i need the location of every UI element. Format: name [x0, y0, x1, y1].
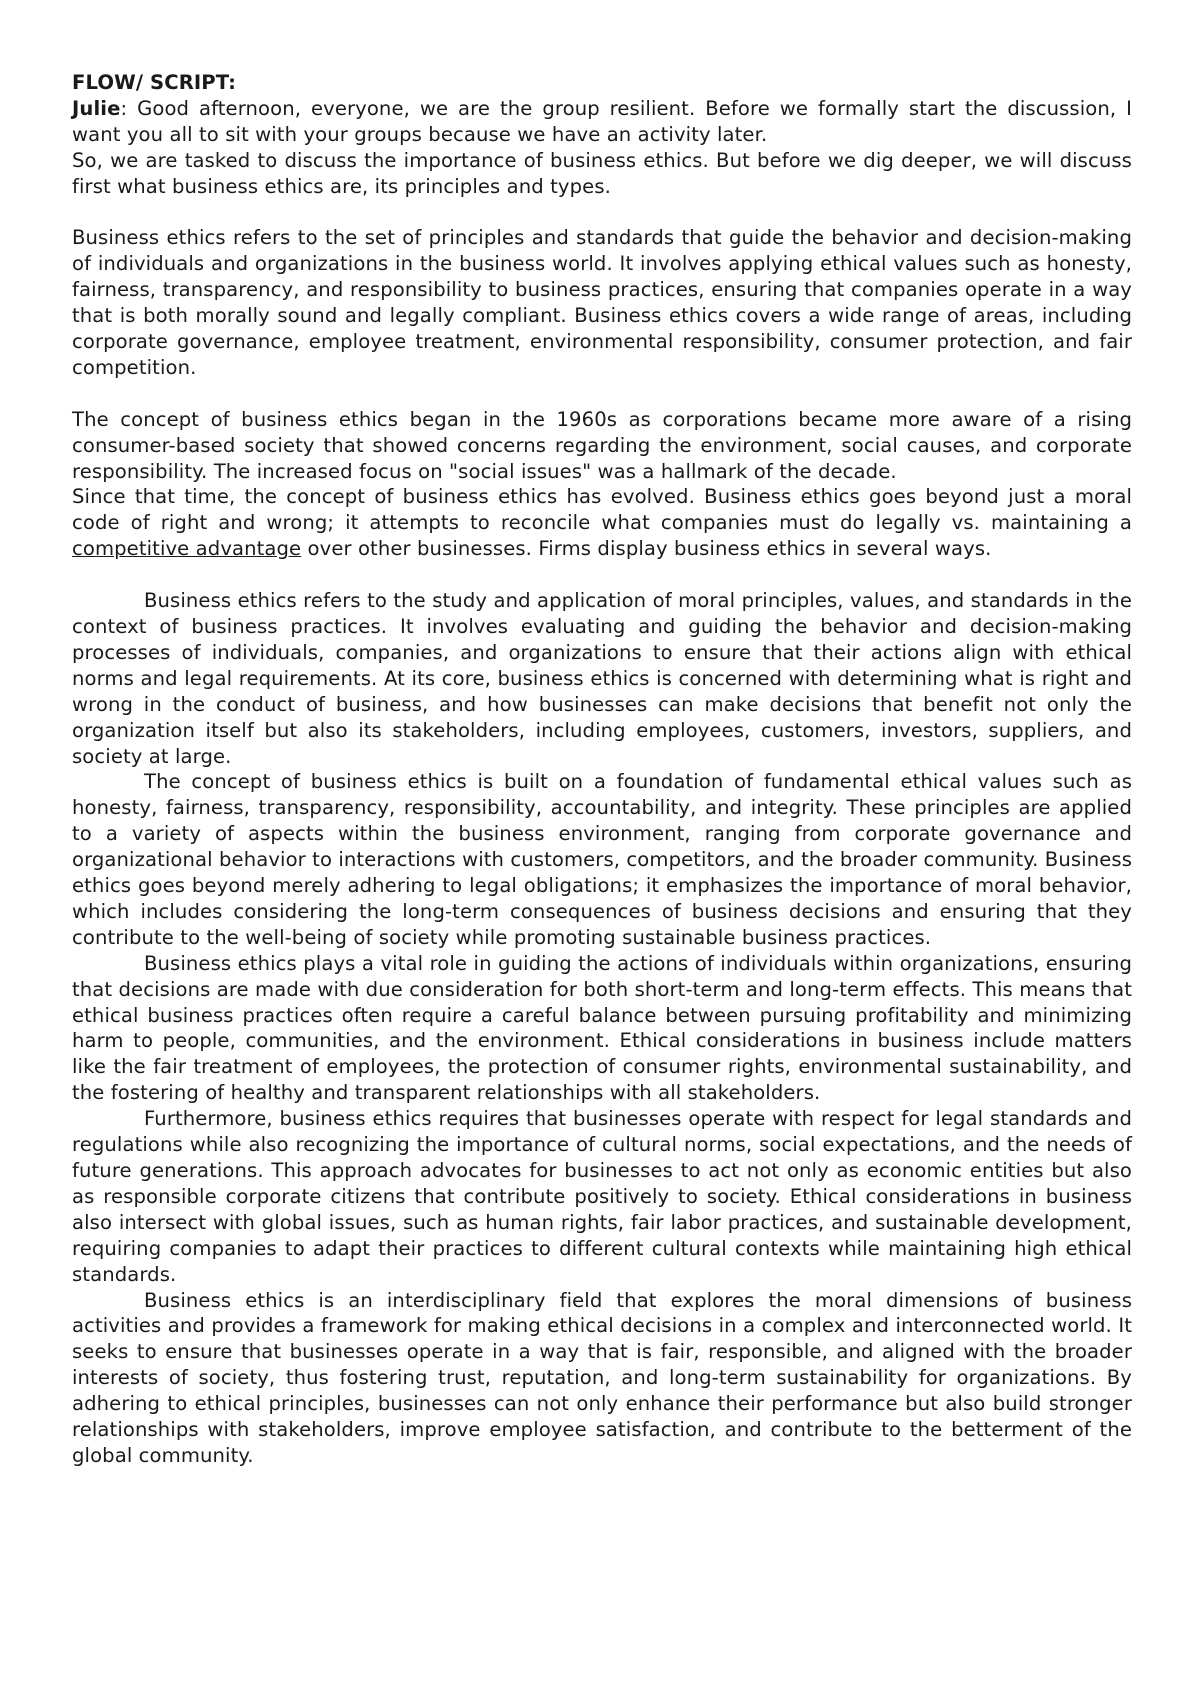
history-text-before: Since that time, the concept of business ethics has evolved. Business ethics goes beyond just a moral code of right and wrong; it attempts to reconcile what companies must do legally vs. maintaining a: [72, 485, 1132, 535]
intro-line-2: So, we are tasked to discuss the importance of business ethics. But before we dig deeper, we will discuss first what business ethics are, its principles and types.: [72, 148, 1132, 198]
document-page: [72, 70, 1132, 1469]
history-text-after: over other businesses. Firms display business ethics in several ways.: [301, 537, 992, 561]
essay-paragraph-3: Business ethics plays a vital role in guiding the actions of individuals within organizations, ensuring that decisions are made with due consideration for both short-term and long-term effects. This means that ethical business practices often require a careful balance between pursuing profitability and minimizing harm to people, communities, and the environment. Ethical considerations in business include matters like the fair treatment of employees, the protection of consumer rights, environmental sustainability, and the fostering of healthy and transparent relationships with all stakeholders.: [72, 951, 1132, 1105]
essay-paragraph-2: The concept of business ethics is built on a foundation of fundamental ethical values such as honesty, fairness, transparency, responsibility, accountability, and integrity. These principles are applied to a variety of aspects within the business environment, ranging from corporate governance and organizational behavior to interactions with customers, competitors, and the broader community. Business ethics goes beyond merely adhering to legal obligations; it emphasizes the importance of moral behavior, which includes considering the long-term consequences of business decisions and ensuring that they contribute to the well-being of society while promoting sustainable business practices.: [72, 770, 1132, 949]
spacer: [72, 200, 1132, 226]
intro-text-1: : Good afternoon, everyone, we are the group resilient. Before we formally start the discussion, I want you all to sit with your groups because we have an activity later.: [72, 96, 1132, 146]
definition-paragraph: Business ethics refers to the set of principles and standards that guide the behavior and decision-making of individuals and organizations in the business world. It involves applying ethical values such as honesty, fairness, transparency, and responsibility to business practices, ensuring that companies operate in a way that is both morally sound and legally compliant. Business ethics covers a wide range of areas, including corporate governance, employee treatment, environmental responsibility, consumer protection, and fair competition.: [72, 226, 1132, 379]
doc-title: FLOW/ SCRIPT:: [72, 71, 237, 94]
essay-paragraph-5: Business ethics is an interdisciplinary field that explores the moral dimensions of business activities and provides a framework for making ethical decisions in a complex and interconnected world. It seeks to ensure that businesses operate in a way that is fair, responsible, and aligned with the broader interests of society, thus fostering trust, reputation, and long-term sustainability for organizations. By adhering to ethical principles, businesses can not only enhance their performance but also build stronger relationships with stakeholders, improve employee satisfaction, and contribute to the betterment of the global community.: [72, 1288, 1132, 1467]
competitive-advantage-link[interactable]: competitive advantage: [72, 537, 302, 561]
history-paragraph-2: [72, 484, 1132, 562]
intro-line-1: [72, 96, 1132, 148]
speaker-name: Julie: [72, 96, 121, 120]
spacer: [72, 562, 1132, 588]
spacer: [72, 381, 1132, 407]
essay-paragraph-1: Business ethics refers to the study and application of moral principles, values, and standards in the context of business practices. It involves evaluating and guiding the behavior and decision-making processes of individuals, companies, and organizations to ensure that their actions align with ethical norms and legal requirements. At its core, business ethics is concerned with determining what is right and wrong in the conduct of business, and how businesses can make decisions that benefit not only the organization itself but also its stakeholders, including employees, customers, investors, suppliers, and society at large.: [72, 589, 1132, 768]
history-paragraph-1: The concept of business ethics began in the 1960s as corporations became more aware of a rising consumer-based society that showed concerns regarding the environment, social causes, and corporate responsibility. The increased focus on "social issues" was a hallmark of the decade.: [72, 407, 1132, 483]
essay-paragraph-4: Furthermore, business ethics requires that businesses operate with respect for legal standards and regulations while also recognizing the importance of cultural norms, social expectations, and the needs of future generations. This approach advocates for businesses to act not only as economic entities but also as responsible corporate citizens that contribute positively to society. Ethical considerations in business also intersect with global issues, such as human rights, fair labor practices, and sustainable development, requiring companies to adapt their practices to different cultural contexts while maintaining high ethical standards.: [72, 1107, 1132, 1286]
